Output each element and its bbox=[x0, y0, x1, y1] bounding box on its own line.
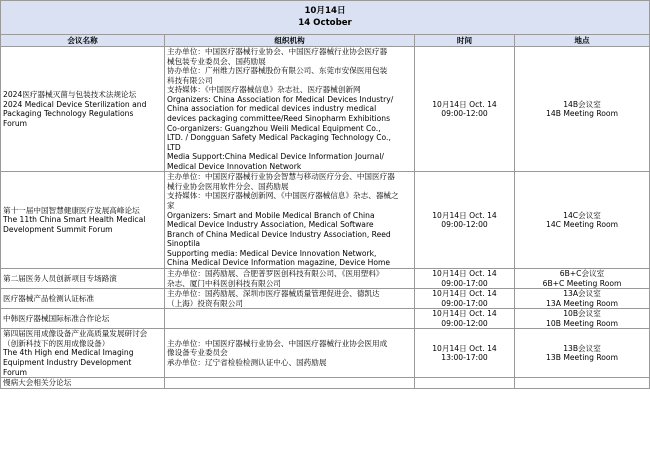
session-time bbox=[415, 289, 515, 309]
session-name-line: Equipment Industry Development bbox=[3, 358, 132, 367]
session-time-line: 09:00-12:00 bbox=[441, 318, 488, 328]
table-row bbox=[1, 378, 650, 389]
table-row bbox=[1, 47, 650, 172]
session-name-line: 第四届医用成像设备产业高质量发展研讨会 bbox=[3, 329, 148, 339]
date-header bbox=[1, 1, 650, 35]
session-name-line: Development Summit Forum bbox=[3, 224, 113, 234]
organizers bbox=[165, 268, 415, 288]
table-row bbox=[1, 268, 650, 288]
session-location bbox=[515, 47, 650, 172]
organizers-line: 主办单位：国药励展、合肥普罗医创科技有限公司、《医用塑料》 bbox=[167, 268, 384, 278]
session-time-line: 09:00-17:00 bbox=[441, 298, 488, 308]
organizers-line: 主办单位：中国医疗器械行业协会、中国医疗器械行业协会医用成 bbox=[167, 338, 388, 348]
organizers bbox=[165, 309, 415, 329]
session-name-line: 2024医疗器械灭菌与包装技术法规论坛 bbox=[3, 90, 137, 100]
session-name bbox=[1, 378, 165, 389]
organizers-line: 支持媒体：中国医疗器械创新网、《中国医疗器械信息》杂志、器械之 bbox=[167, 191, 399, 201]
session-location-line: 6B+C会议室 bbox=[559, 268, 605, 278]
organizers-line: 家 bbox=[167, 201, 175, 210]
session-time-line: 10月14日 Oct. 14 bbox=[432, 289, 497, 299]
session-location-line: 14C会议室 bbox=[563, 210, 601, 220]
session-location bbox=[515, 329, 650, 378]
organizers-line: 械行业协会医用软件分会、国药励展 bbox=[167, 181, 289, 191]
organizers-line: 械包装专业委员会、国药励展 bbox=[167, 56, 266, 66]
session-location bbox=[515, 268, 650, 288]
column-header-org: 组织机构 bbox=[165, 35, 415, 47]
organizers-line: China Medical Device Information magazine, Device Home bbox=[167, 258, 391, 268]
organizers-line: LTD. / Dongguan Safety Medical Packaging Technology Co., bbox=[167, 133, 391, 143]
table-row bbox=[1, 289, 650, 309]
table-row bbox=[1, 172, 650, 269]
session-time bbox=[415, 172, 515, 269]
session-location bbox=[515, 378, 650, 389]
session-location-line: 14B Meeting Room bbox=[546, 109, 618, 119]
organizers-line: 支持媒体：《中国医疗器械信息》杂志社、医疗器械创新网 bbox=[167, 85, 361, 95]
session-time bbox=[415, 378, 515, 389]
organizers-line: Medical Device Innovation Network bbox=[167, 161, 302, 171]
session-time bbox=[415, 47, 515, 172]
session-time bbox=[415, 329, 515, 378]
session-name-line: Packaging Technology Regulations bbox=[3, 109, 134, 119]
session-time bbox=[415, 309, 515, 329]
session-name bbox=[1, 47, 165, 172]
session-location-line: 10B Meeting Room bbox=[546, 318, 618, 328]
session-name-line: The 11th China Smart Health Medical bbox=[3, 215, 146, 225]
organizers bbox=[165, 378, 415, 389]
session-name bbox=[1, 329, 165, 378]
column-header-row bbox=[1, 35, 650, 47]
column-header-name: 会议名称 bbox=[1, 35, 165, 47]
session-time-line: 10月14日 Oct. 14 bbox=[432, 99, 497, 109]
session-time-line: 13:00-17:00 bbox=[441, 353, 488, 363]
session-name bbox=[1, 268, 165, 288]
session-name-line: 第十一届中国智慧健康医疗发展高峰论坛 bbox=[3, 205, 140, 215]
table-row bbox=[1, 329, 650, 378]
date-cn: 10月14日 bbox=[304, 5, 346, 16]
session-location bbox=[515, 172, 650, 269]
session-location-line: 13A会议室 bbox=[563, 289, 601, 299]
session-location bbox=[515, 289, 650, 309]
organizers-line: Sinoptila bbox=[167, 239, 201, 249]
session-location-line: 14B会议室 bbox=[563, 99, 601, 109]
session-name-line: 慢病大会相关分论坛 bbox=[3, 378, 72, 388]
organizers-line: 协办单位：广州维力医疗器械股份有限公司、东莞市安保医用包装 bbox=[167, 66, 388, 76]
session-location-line: 13B会议室 bbox=[563, 343, 601, 353]
session-location bbox=[515, 309, 650, 329]
session-location-line: 13B Meeting Room bbox=[546, 353, 618, 363]
organizers-line: Organizers: Smart and Mobile Medical Branch of China bbox=[167, 210, 375, 220]
table-row bbox=[1, 309, 650, 329]
session-time-line: 10月14日 Oct. 14 bbox=[432, 309, 497, 319]
session-name bbox=[1, 172, 165, 269]
organizers-line: 主办单位：国药励展、深圳市医疗器械质量管理促进会、德凯达 bbox=[167, 289, 380, 299]
session-name-line: Forum bbox=[3, 367, 28, 377]
session-name bbox=[1, 309, 165, 329]
column-header-location: 地点 bbox=[515, 35, 650, 47]
date-header-row bbox=[1, 1, 650, 35]
session-name-line: The 4th High end Medical Imaging bbox=[3, 348, 134, 358]
session-name bbox=[1, 289, 165, 309]
organizers bbox=[165, 329, 415, 378]
organizers-line: （上海）投资有限公司 bbox=[167, 298, 243, 308]
organizers-line: 承办单位：辽宁省检验检测认证中心、国药励展 bbox=[167, 358, 327, 367]
organizers bbox=[165, 289, 415, 309]
date-en: 14 October bbox=[298, 17, 352, 28]
organizers-line: devices packaging committee/Reed Sinopharm Exhibitions bbox=[167, 113, 391, 123]
session-name-line: 第二届医务人员创新项目专场路演 bbox=[3, 273, 117, 283]
session-name-line: Forum bbox=[3, 118, 28, 128]
organizers-line: 杂志、厦门中科医创科技有限公司 bbox=[167, 278, 281, 288]
session-time-line: 09:00-12:00 bbox=[441, 220, 488, 230]
organizers-line: Branch of China Medical Device Industry Association, Reed bbox=[167, 229, 391, 239]
organizers bbox=[165, 47, 415, 172]
session-time-line: 10月14日 Oct. 14 bbox=[432, 268, 497, 278]
session-name-line: （创新科技下的医用成像设备） bbox=[3, 338, 110, 348]
organizers-line: LTD bbox=[167, 142, 181, 152]
column-header-time: 时间 bbox=[415, 35, 515, 47]
organizers bbox=[165, 172, 415, 269]
organizers-line: 主办单位：中国医疗器械行业协会智慧与移动医疗分会、中国医疗器 bbox=[167, 172, 395, 182]
session-time-line: 09:00-12:00 bbox=[441, 109, 488, 119]
organizers-line: 主办单位：中国医疗器械行业协会、中国医疗器械行业协会医疗器 bbox=[167, 47, 388, 56]
organizers-line: Medical Device Industry Association, Medical Software bbox=[167, 220, 374, 230]
session-location-line: 14C Meeting Room bbox=[545, 220, 619, 230]
organizers-line: China association for medical devices industry medical bbox=[167, 104, 377, 114]
session-time bbox=[415, 268, 515, 288]
session-location-line: 13A Meeting Room bbox=[546, 298, 618, 308]
session-location-line: 10B会议室 bbox=[563, 309, 601, 319]
organizers-line: 科技有限公司 bbox=[167, 75, 213, 85]
session-name-line: 医疗器械产品检测认证标准 bbox=[3, 293, 95, 303]
organizers-line: Organizers: China Association for Medical Devices Industry/ bbox=[167, 94, 394, 104]
session-time-line: 10月14日 Oct. 14 bbox=[432, 210, 497, 220]
session-location-line: 6B+C Meeting Room bbox=[542, 278, 622, 288]
session-name-line: 中韩医疗器械国际标准合作论坛 bbox=[3, 313, 110, 323]
session-name-line: 2024 Medical Device Sterilization and bbox=[3, 99, 147, 109]
organizers-line: Media Support:China Medical Device Information Journal/ bbox=[167, 152, 384, 162]
session-time-line: 10月14日 Oct. 14 bbox=[432, 343, 497, 353]
organizers-line: 像设备专业委员会 bbox=[167, 348, 228, 358]
organizers-line: Co-organizers: Guangzhou Weili Medical Equipment Co., bbox=[167, 123, 381, 133]
session-time-line: 09:00-17:00 bbox=[441, 278, 488, 288]
organizers-line: Supporting media: Medical Device Innovation Network, bbox=[167, 248, 377, 258]
